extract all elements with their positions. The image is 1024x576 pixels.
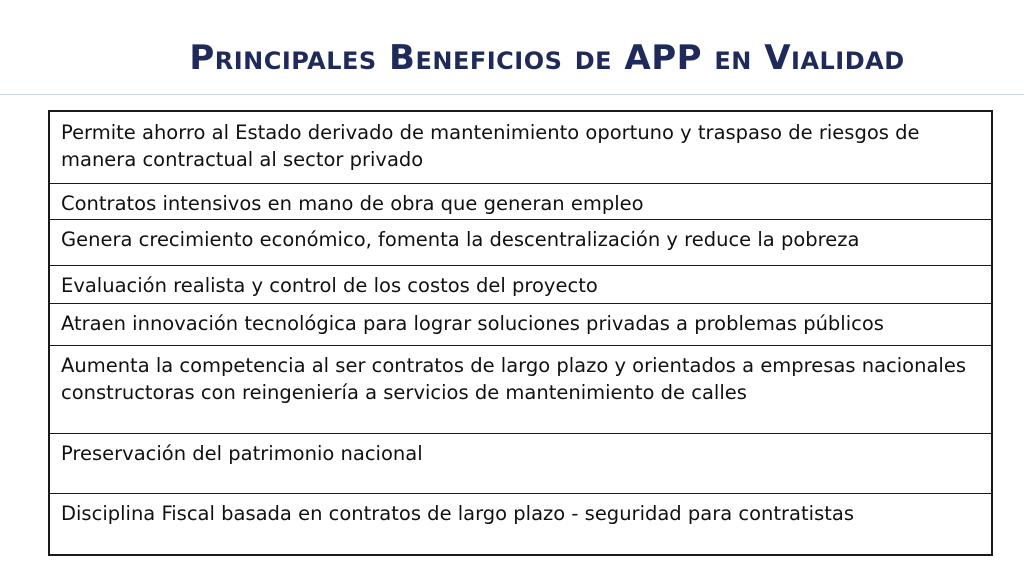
- table-row: [49, 219, 992, 265]
- benefit-cell: Aumenta la competencia al ser contratos de largo plazo y orientados a empresas nacionales constructoras con reingeniería a servicios de mantenimiento de calles: [49, 345, 992, 433]
- table-row: [49, 345, 992, 433]
- table-row: [49, 433, 992, 493]
- benefits-table: [48, 110, 993, 556]
- slide-title: Principales Beneficios de APP en Vialidad: [189, 38, 905, 78]
- table-row: [49, 111, 992, 183]
- benefit-cell: Genera crecimiento económico, fomenta la descentralización y reduce la pobreza: [49, 219, 992, 265]
- table-row: [49, 303, 992, 345]
- benefit-cell: Contratos intensivos en mano de obra que generan empleo: [49, 183, 992, 219]
- benefit-cell: Preservación del patrimonio nacional: [49, 433, 992, 493]
- table-row: [49, 493, 992, 555]
- benefit-cell: Atraen innovación tecnológica para lograr soluciones privadas a problemas públicos: [49, 303, 992, 345]
- benefit-cell: Permite ahorro al Estado derivado de mantenimiento oportuno y traspaso de riesgos de manera contractual al sector privado: [61, 121, 920, 171]
- table-row: [49, 265, 992, 303]
- title-divider: [0, 94, 1024, 95]
- benefit-cell: Evaluación realista y control de los costos del proyecto: [49, 265, 992, 303]
- table-row: [49, 183, 992, 219]
- benefit-cell: Disciplina Fiscal basada en contratos de largo plazo - seguridad para contratistas: [49, 493, 992, 555]
